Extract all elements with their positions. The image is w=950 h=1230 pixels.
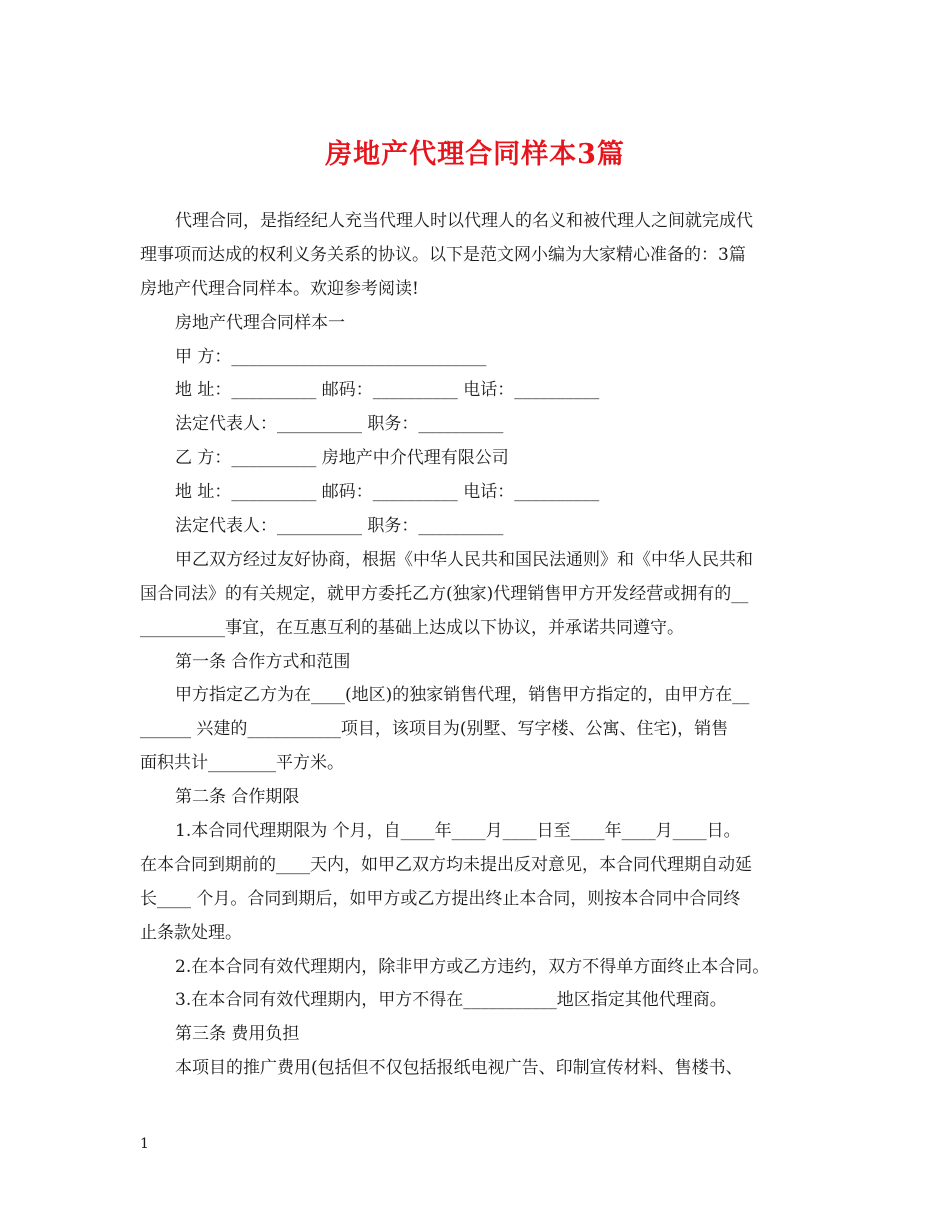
- party-b-address-line: 地 址：__________ 邮码：__________ 电话：__________: [175, 482, 600, 503]
- paragraph-line: 房地产代理合同样本。欢迎参考阅读!: [140, 278, 419, 299]
- page-number: 1: [140, 1136, 149, 1152]
- party-b-line: 乙 方：__________ 房地产中介代理有限公司: [175, 448, 509, 469]
- article-heading: 第二条 合作期限: [175, 787, 300, 808]
- party-b-representative-line: 法定代表人：__________ 职务：__________: [175, 516, 504, 537]
- document-body: [140, 205, 820, 1086]
- article-heading: 第三条 费用负担: [175, 1024, 300, 1045]
- paragraph-line: 本项目的推广费用(包括但不仅包括报纸电视广告、印制宣传材料、售楼书、: [175, 1058, 743, 1079]
- paragraph-line: 甲乙双方经过友好协商，根据《中华人民共和国民法通则》和《中华人民共和: [175, 549, 753, 570]
- paragraph-line: 3.在本合同有效代理期内，甲方不得在___________地区指定其他代理商。: [175, 990, 727, 1011]
- paragraph-line: 甲方指定乙方为在____(地区)的独家销售代理，销售甲方指定的，由甲方在__: [175, 685, 750, 706]
- paragraph-line: 2.在本合同有效代理期内，除非甲方或乙方违约，双方不得单方面终止本合同。: [175, 956, 770, 977]
- party-a-representative-line: 法定代表人：__________ 职务：__________: [175, 414, 504, 435]
- paragraph-line: 面积共计________平方米。: [140, 753, 344, 774]
- section-heading: 房地产代理合同样本一: [175, 312, 345, 333]
- paragraph-line: __________事宜，在互惠互利的基础上达成以下协议，并承诺共同遵守。: [140, 617, 684, 638]
- paragraph-line: 长____ 个月。合同到期后，如甲方或乙方提出终止本合同，则按本合同中合同终: [140, 888, 741, 909]
- paragraph-line: 1.本合同代理期限为 个月，自____年____月____日至____年____月____日。: [175, 821, 741, 842]
- document-title: 房地产代理合同样本3篇: [325, 139, 625, 170]
- paragraph-line: 代理合同，是指经纪人充当代理人时以代理人的名义和被代理人之间就完成代: [175, 211, 753, 231]
- party-a-line: 甲 方：______________________________: [175, 346, 487, 367]
- paragraph-line: 在本合同到期前的____天内，如甲乙双方均未提出反对意见，本合同代理期自动延: [140, 854, 752, 875]
- paragraph-line: 理事项而达成的权利义务关系的协议。以下是范文网小编为大家精心准备的：3篇: [140, 244, 746, 265]
- article-heading: 第一条 合作方式和范围: [175, 651, 351, 672]
- paragraph-line: ______ 兴建的___________项目，该项目为(别墅、写字楼、公寓、住宅)，销售: [140, 719, 729, 740]
- paragraph-line: 止条款处理。: [140, 922, 242, 943]
- party-a-address-line: 地 址：__________ 邮码：__________ 电话：__________: [175, 380, 600, 401]
- paragraph-line: 国合同法》的有关规定，就甲方委托乙方(独家)代理销售甲方开发经营或拥有的__: [140, 583, 749, 604]
